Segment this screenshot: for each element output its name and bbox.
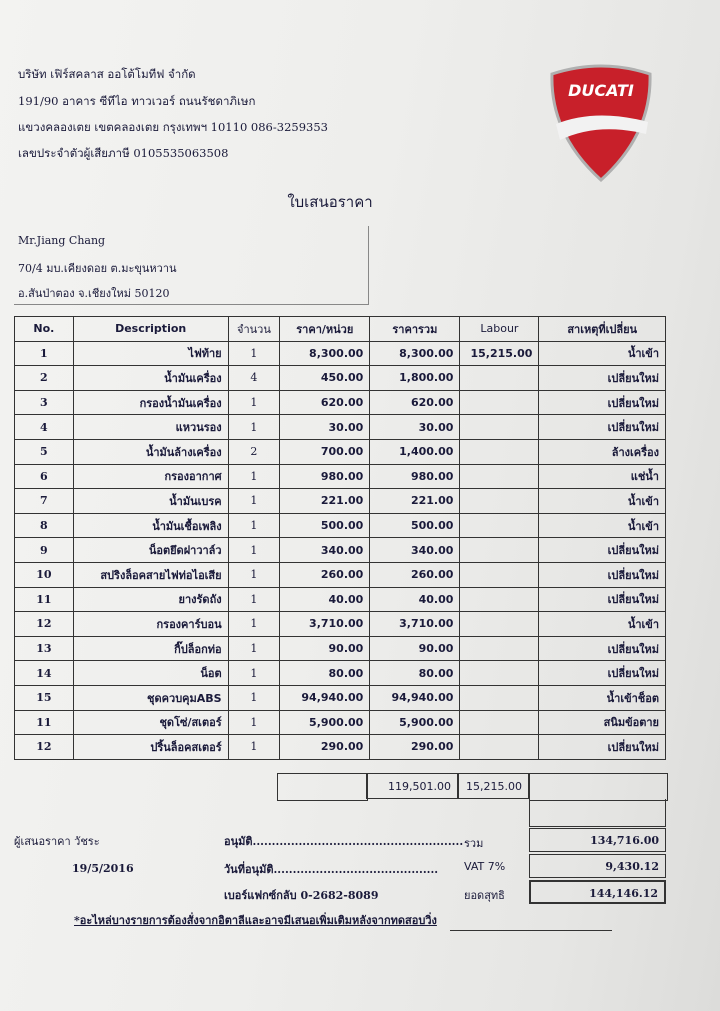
row-description: กิ๊ปล็อกท่อ	[73, 636, 228, 661]
row-no: 12	[15, 612, 74, 637]
row-total: 40.00	[370, 587, 460, 612]
document-title: ใบเสนอราคา	[287, 193, 373, 211]
table-row	[15, 587, 666, 612]
row-labour	[460, 587, 539, 612]
net-value: 144,146.12	[529, 880, 666, 904]
row-reason: ล้างเครื่อง	[539, 439, 666, 464]
row-total: 290.00	[370, 735, 460, 760]
customer-name: Mr.Jiang Chang	[18, 234, 106, 247]
row-reason: เปลี่ยนใหม่	[539, 735, 666, 760]
row-unit-price: 80.00	[280, 661, 370, 686]
row-reason: เปลี่ยนใหม่	[539, 636, 666, 661]
row-description: น้ำมันเครื่อง	[73, 366, 228, 391]
row-total: 260.00	[370, 562, 460, 587]
row-unit-price: 5,900.00	[280, 710, 370, 735]
footnote: *อะไหล่บางรายการต้องสั่งจากอิตาลีและอาจมีเสนอเพิ่มเติมหลังจากทดสอบวิ่ง	[74, 914, 437, 927]
row-qty: 1	[228, 685, 280, 710]
row-no: 11	[15, 587, 74, 612]
row-labour	[460, 612, 539, 637]
row-unit-price: 8,300.00	[280, 341, 370, 366]
row-reason: เปลี่ยนใหม่	[539, 562, 666, 587]
row-labour	[460, 415, 539, 440]
table-row	[15, 439, 666, 464]
row-description: ปริ้นล็อคสเตอร์	[73, 735, 228, 760]
quote-date: 19/5/2016	[72, 862, 134, 875]
row-no: 15	[15, 685, 74, 710]
row-reason: น้ำเข้า	[539, 341, 666, 366]
row-total: 980.00	[370, 464, 460, 489]
row-qty: 1	[228, 612, 280, 637]
total-value: 134,716.00	[529, 828, 666, 852]
row-no: 14	[15, 661, 74, 686]
table-row	[15, 464, 666, 489]
logo-text: DUCATI	[568, 81, 634, 100]
summary-spacer	[529, 799, 666, 827]
row-description: ยางรัดถัง	[73, 587, 228, 612]
row-description: กรองอากาศ	[73, 464, 228, 489]
table-row	[15, 636, 666, 661]
row-reason: น้ำเข้า	[539, 489, 666, 514]
row-description: แหวนรอง	[73, 415, 228, 440]
row-total: 5,900.00	[370, 710, 460, 735]
row-qty: 1	[228, 390, 280, 415]
table-row	[15, 341, 666, 366]
row-no: 7	[15, 489, 74, 514]
row-no: 12	[15, 735, 74, 760]
row-labour	[460, 390, 539, 415]
ducati-logo	[546, 64, 656, 182]
row-labour	[460, 636, 539, 661]
row-no: 13	[15, 636, 74, 661]
row-no: 5	[15, 439, 74, 464]
row-qty: 1	[228, 587, 280, 612]
row-description: ไฟท้าย	[73, 341, 228, 366]
row-no: 6	[15, 464, 74, 489]
row-labour	[460, 685, 539, 710]
subtotal-reason-spacer	[529, 773, 668, 801]
row-qty: 1	[228, 562, 280, 587]
row-labour: 15,215.00	[460, 341, 539, 366]
subtotal-spacer	[277, 773, 368, 801]
row-reason: เปลี่ยนใหม่	[539, 538, 666, 563]
row-qty: 1	[228, 636, 280, 661]
row-reason: เปลี่ยนใหม่	[539, 390, 666, 415]
row-qty: 2	[228, 439, 280, 464]
row-no: 1	[15, 341, 74, 366]
row-description: น้ำมันเชื้อเพลิง	[73, 513, 228, 538]
row-labour	[460, 661, 539, 686]
row-qty: 1	[228, 341, 280, 366]
table-row	[15, 685, 666, 710]
row-unit-price: 340.00	[280, 538, 370, 563]
row-labour	[460, 513, 539, 538]
row-description: ชุดโซ่/สเตอร์	[73, 710, 228, 735]
row-reason: สนิมข้อตาย	[539, 710, 666, 735]
row-unit-price: 290.00	[280, 735, 370, 760]
row-qty: 1	[228, 513, 280, 538]
row-unit-price: 30.00	[280, 415, 370, 440]
footnote-rule	[450, 930, 612, 931]
row-labour	[460, 464, 539, 489]
row-unit-price: 450.00	[280, 366, 370, 391]
col-header-no: No.	[15, 317, 74, 342]
col-header-labour: Labour	[460, 317, 539, 342]
row-qty: 1	[228, 464, 280, 489]
row-labour	[460, 489, 539, 514]
row-description: สปริงล็อคสายไฟท่อไอเสีย	[73, 562, 228, 587]
row-total: 94,940.00	[370, 685, 460, 710]
col-header-unit-price: ราคา/หน่วย	[280, 317, 370, 342]
row-reason: เปลี่ยนใหม่	[539, 661, 666, 686]
items-table	[14, 316, 666, 760]
row-total: 80.00	[370, 661, 460, 686]
subtotal-parts: 119,501.00	[366, 773, 458, 799]
row-qty: 1	[228, 661, 280, 686]
row-description: ชุดควบคุมABS	[73, 685, 228, 710]
row-unit-price: 700.00	[280, 439, 370, 464]
row-total: 500.00	[370, 513, 460, 538]
company-tax-id: เลขประจำตัวผู้เสียภาษี 0105535063508	[18, 146, 229, 160]
row-total: 8,300.00	[370, 341, 460, 366]
row-reason: น้ำเข้า	[539, 612, 666, 637]
table-row	[15, 538, 666, 563]
row-total: 1,400.00	[370, 439, 460, 464]
row-qty: 1	[228, 735, 280, 760]
row-reason: น้ำเข้า	[539, 513, 666, 538]
row-reason: เปลี่ยนใหม่	[539, 587, 666, 612]
table-row	[15, 710, 666, 735]
table-row	[15, 366, 666, 391]
row-labour	[460, 538, 539, 563]
row-total: 1,800.00	[370, 366, 460, 391]
row-unit-price: 3,710.00	[280, 612, 370, 637]
row-unit-price: 980.00	[280, 464, 370, 489]
row-unit-price: 620.00	[280, 390, 370, 415]
row-total: 221.00	[370, 489, 460, 514]
table-header-row	[15, 317, 666, 342]
col-header-qty: จำนวน	[228, 317, 280, 342]
subtotal-labour: 15,215.00	[458, 773, 529, 799]
company-name: บริษัท เฟิร์สคลาส ออโต้โมทีฟ จำกัด	[18, 67, 196, 81]
row-description: กรองน้ำมันเครื่อง	[73, 390, 228, 415]
row-no: 8	[15, 513, 74, 538]
row-total: 340.00	[370, 538, 460, 563]
col-header-reason: สาเหตุที่เปลี่ยน	[539, 317, 666, 342]
vat-label: VAT 7%	[464, 860, 506, 873]
row-description: น้ำมันเบรค	[73, 489, 228, 514]
company-address-1: 191/90 อาคาร ซีทีไอ ทาวเวอร์ ถนนรัชดาภิเษก	[18, 94, 256, 108]
table-row	[15, 612, 666, 637]
row-unit-price: 260.00	[280, 562, 370, 587]
row-no: 4	[15, 415, 74, 440]
row-qty: 1	[228, 538, 280, 563]
row-description: น็อต	[73, 661, 228, 686]
row-qty: 4	[228, 366, 280, 391]
row-description: กรองคาร์บอน	[73, 612, 228, 637]
row-unit-price: 40.00	[280, 587, 370, 612]
quoter: ผู้เสนอราคา วัชระ	[14, 835, 100, 848]
row-total: 3,710.00	[370, 612, 460, 637]
total-label: รวม	[464, 837, 484, 850]
col-header-description: Description	[73, 317, 228, 342]
row-labour	[460, 439, 539, 464]
approve-date-line: วันที่อนุมัติ...........................................	[224, 863, 439, 876]
row-labour	[460, 366, 539, 391]
table-row	[15, 415, 666, 440]
row-total: 620.00	[370, 390, 460, 415]
customer-address-2: อ.สันป่าตอง จ.เชียงใหม่ 50120	[18, 287, 170, 300]
row-total: 90.00	[370, 636, 460, 661]
row-unit-price: 94,940.00	[280, 685, 370, 710]
row-labour	[460, 710, 539, 735]
col-header-total: ราคารวม	[370, 317, 460, 342]
row-unit-price: 90.00	[280, 636, 370, 661]
table-row	[15, 390, 666, 415]
row-no: 10	[15, 562, 74, 587]
row-description: น้ำมันล้างเครื่อง	[73, 439, 228, 464]
row-qty: 1	[228, 415, 280, 440]
net-label: ยอดสุทธิ	[464, 889, 505, 902]
table-row	[15, 489, 666, 514]
row-no: 2	[15, 366, 74, 391]
vat-value: 9,430.12	[529, 854, 666, 878]
row-reason: เปลี่ยนใหม่	[539, 366, 666, 391]
row-total: 30.00	[370, 415, 460, 440]
fax-number: เบอร์แฟกซ์กลับ 0-2682-8089	[224, 889, 379, 902]
row-no: 9	[15, 538, 74, 563]
company-address-2: แขวงคลองเตย เขตคลองเตย กรุงเทพฯ 10110 086-3259353	[18, 120, 328, 134]
row-description: น็อตยึดฝาวาล์ว	[73, 538, 228, 563]
row-qty: 1	[228, 710, 280, 735]
row-reason: น้ำเข้าช็อต	[539, 685, 666, 710]
customer-address-1: 70/4 มบ.เคียงดอย ต.มะขุนหวาน	[18, 262, 177, 275]
row-unit-price: 500.00	[280, 513, 370, 538]
row-reason: แช่น้ำ	[539, 464, 666, 489]
table-row	[15, 661, 666, 686]
approve-line: อนุมัติ.......................................................	[224, 835, 464, 848]
row-reason: เปลี่ยนใหม่	[539, 415, 666, 440]
row-no: 3	[15, 390, 74, 415]
row-labour	[460, 735, 539, 760]
table-row	[15, 735, 666, 760]
row-labour	[460, 562, 539, 587]
row-unit-price: 221.00	[280, 489, 370, 514]
table-row	[15, 562, 666, 587]
row-qty: 1	[228, 489, 280, 514]
table-row	[15, 513, 666, 538]
row-no: 11	[15, 710, 74, 735]
